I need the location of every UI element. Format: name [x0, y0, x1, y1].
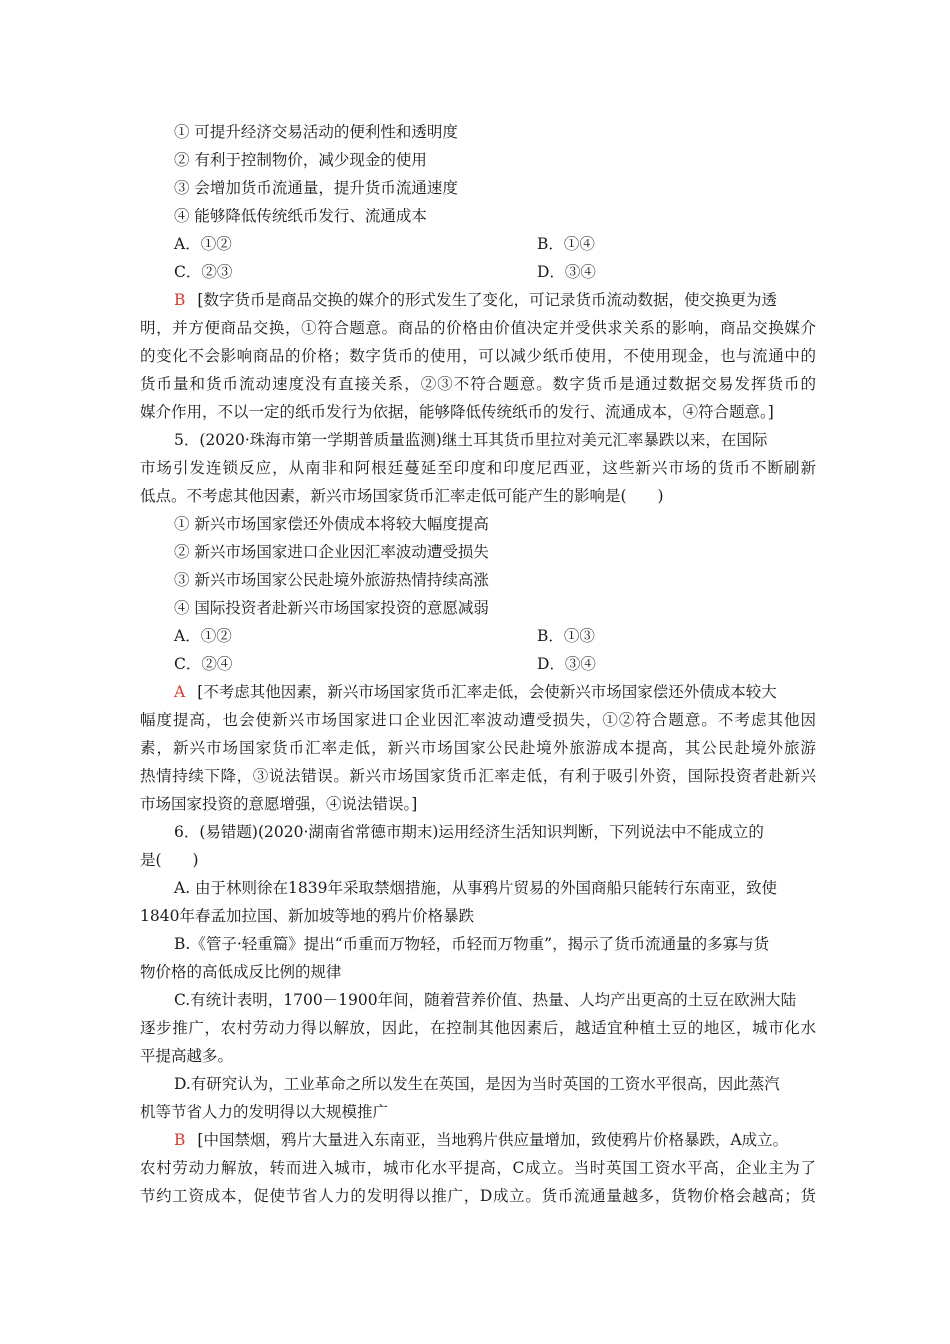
- q5-explanation-line-2: 幅度提高，也会使新兴市场国家进口企业因汇率波动遭受损失，①②符合题意。不考虑其他因: [140, 711, 816, 729]
- q4-option-a: A．①②: [174, 235, 232, 253]
- q4-option-d: D．③④: [537, 263, 596, 281]
- q5-stem-line-3: 低点。不考虑其他因素，新兴市场国家货币汇率走低可能产生的影响是( ): [140, 487, 664, 505]
- q5-explanation-line-4: 热情持续下降，③说法错误。新兴市场国家货币汇率走低，有利于吸引外资，国际投资者赴新兴: [140, 767, 816, 785]
- q4-explanation-line-3: 的变化不会影响商品的价格；数字货币的使用，可以减少纸币使用，不使用现金，也与流通中的: [140, 347, 816, 365]
- q4-statement-1: ① 可提升经济交易活动的便利性和透明度: [174, 123, 458, 141]
- q5-statement-3: ③ 新兴市场国家公民赴境外旅游热情持续高涨: [174, 571, 489, 589]
- q6-explanation-line-1: [140, 1126, 816, 1154]
- q6-option-d-line-2: 机等节省人力的发明得以大规模推广: [140, 1103, 389, 1121]
- q6-option-a-line-1: A. 由于林则徐在1839年采取禁烟措施，从事鸦片贸易的外国商船只能转行东南亚，致使: [174, 879, 777, 897]
- q6-option-a-line-2: 1840年春孟加拉国、新加坡等地的鸦片价格暴跌: [140, 907, 474, 925]
- q6-option-c-line-2: 逐步推广，农村劳动力得以解放，因此，在控制其他因素后，越适宜种植土豆的地区，城市化水: [140, 1019, 816, 1037]
- q6-answer-letter: B: [174, 1131, 186, 1149]
- q5-option-c: C．②④: [174, 655, 233, 673]
- q6-explanation-line-2: 农村劳动力解放，转而进入城市，城市化水平提高，C成立。当时英国工资水平高，企业主为了: [140, 1159, 816, 1177]
- q4-explanation-line-4: 货币量和货币流动速度没有直接关系，②③不符合题意。数字货币是通过数据交易发挥货币的: [140, 375, 816, 393]
- q5-options-row-2: [140, 650, 816, 678]
- q5-option-d: D．③④: [537, 655, 596, 673]
- q6-option-b-line-2: 物价格的高低成反比例的规律: [140, 963, 342, 981]
- q4-statement-3: ③ 会增加货币流通量，提升货币流通速度: [174, 179, 458, 197]
- question-content: [140, 118, 816, 1210]
- q6-explanation-text: [中国禁烟，鸦片大量进入东南亚，当地鸦片供应量增加，致使鸦片价格暴跌，A成立。: [197, 1131, 789, 1149]
- q5-option-a: A．①②: [174, 627, 232, 645]
- q5-explanation-line-5: 市场国家投资的意愿增强，④说法错误。]: [140, 795, 418, 813]
- q5-statement-4: ④ 国际投资者赴新兴市场国家投资的意愿减弱: [174, 599, 489, 617]
- q5-stem-line-1: 5．(2020·珠海市第一学期普质量监测)继土耳其货币里拉对美元汇率暴跌以来，在国际: [174, 431, 768, 449]
- q6-option-c-line-3: 平提高越多。: [140, 1047, 234, 1065]
- q6-explanation-line-3: 节约工资成本，促使节省人力的发明得以推广，D成立。货币流通量越多，货物价格会越高；货: [140, 1187, 816, 1205]
- q4-options-row-2: [140, 258, 816, 286]
- q6-option-c-line-1: C.有统计表明，1700－1900年间，随着营养价值、热量、人均产出更高的土豆在欧洲大陆: [174, 991, 797, 1009]
- q6-option-d-line-1: D.有研究认为，工业革命之所以发生在英国，是因为当时英国的工资水平很高，因此蒸汽: [174, 1075, 780, 1093]
- q5-statement-2: ② 新兴市场国家进口企业因汇率波动遭受损失: [174, 543, 489, 561]
- q5-stem-line-2: 市场引发连锁反应，从南非和阿根廷蔓延至印度和印度尼西亚，这些新兴市场的货币不断刷新: [140, 459, 816, 477]
- q4-option-c: C．②③: [174, 263, 233, 281]
- q4-explanation-line-1: [140, 286, 816, 314]
- q4-explanation-line-2: 明，并方便商品交换，①符合题意。商品的价格由价值决定并受供求关系的影响，商品交换媒介: [140, 319, 816, 337]
- q5-statement-1: ① 新兴市场国家偿还外债成本将较大幅度提高: [174, 515, 489, 533]
- q4-option-b: B．①④: [537, 235, 595, 253]
- q5-answer-letter: A: [174, 683, 186, 701]
- q4-answer-letter: B: [174, 291, 186, 309]
- q5-option-b: B．①③: [537, 627, 595, 645]
- q5-explanation-line-3: 素，新兴市场国家货币汇率走低，新兴市场国家公民赴境外旅游成本提高，其公民赴境外旅游: [140, 739, 816, 757]
- q6-stem-line-2: 是( ): [140, 851, 199, 869]
- q6-stem-line-1: 6．(易错题)(2020·湖南省常德市期末)运用经济生活知识判断，下列说法中不能成立的: [174, 823, 764, 841]
- q4-statement-4: ④ 能够降低传统纸币发行、流通成本: [174, 207, 427, 225]
- q4-explanation-text: [数字货币是商品交换的媒介的形式发生了变化，可记录货币流动数据，使交换更为透: [197, 291, 777, 309]
- q4-statement-2: ② 有利于控制物价，减少现金的使用: [174, 151, 427, 169]
- q6-option-b-line-1: B.《管子·轻重篇》提出“币重而万物轻，币轻而万物重”，揭示了货币流通量的多寡与货: [174, 935, 770, 953]
- q5-explanation-line-1: [140, 678, 816, 706]
- q5-explanation-text: [不考虑其他因素，新兴市场国家货币汇率走低，会使新兴市场国家偿还外债成本较大: [197, 683, 777, 701]
- q4-options-row-1: [140, 230, 816, 258]
- q5-options-row-1: [140, 622, 816, 650]
- q4-explanation-line-5: 媒介作用，不以一定的纸币发行为依据，能够降低传统纸币的发行、流通成本，④符合题意。]: [140, 403, 774, 421]
